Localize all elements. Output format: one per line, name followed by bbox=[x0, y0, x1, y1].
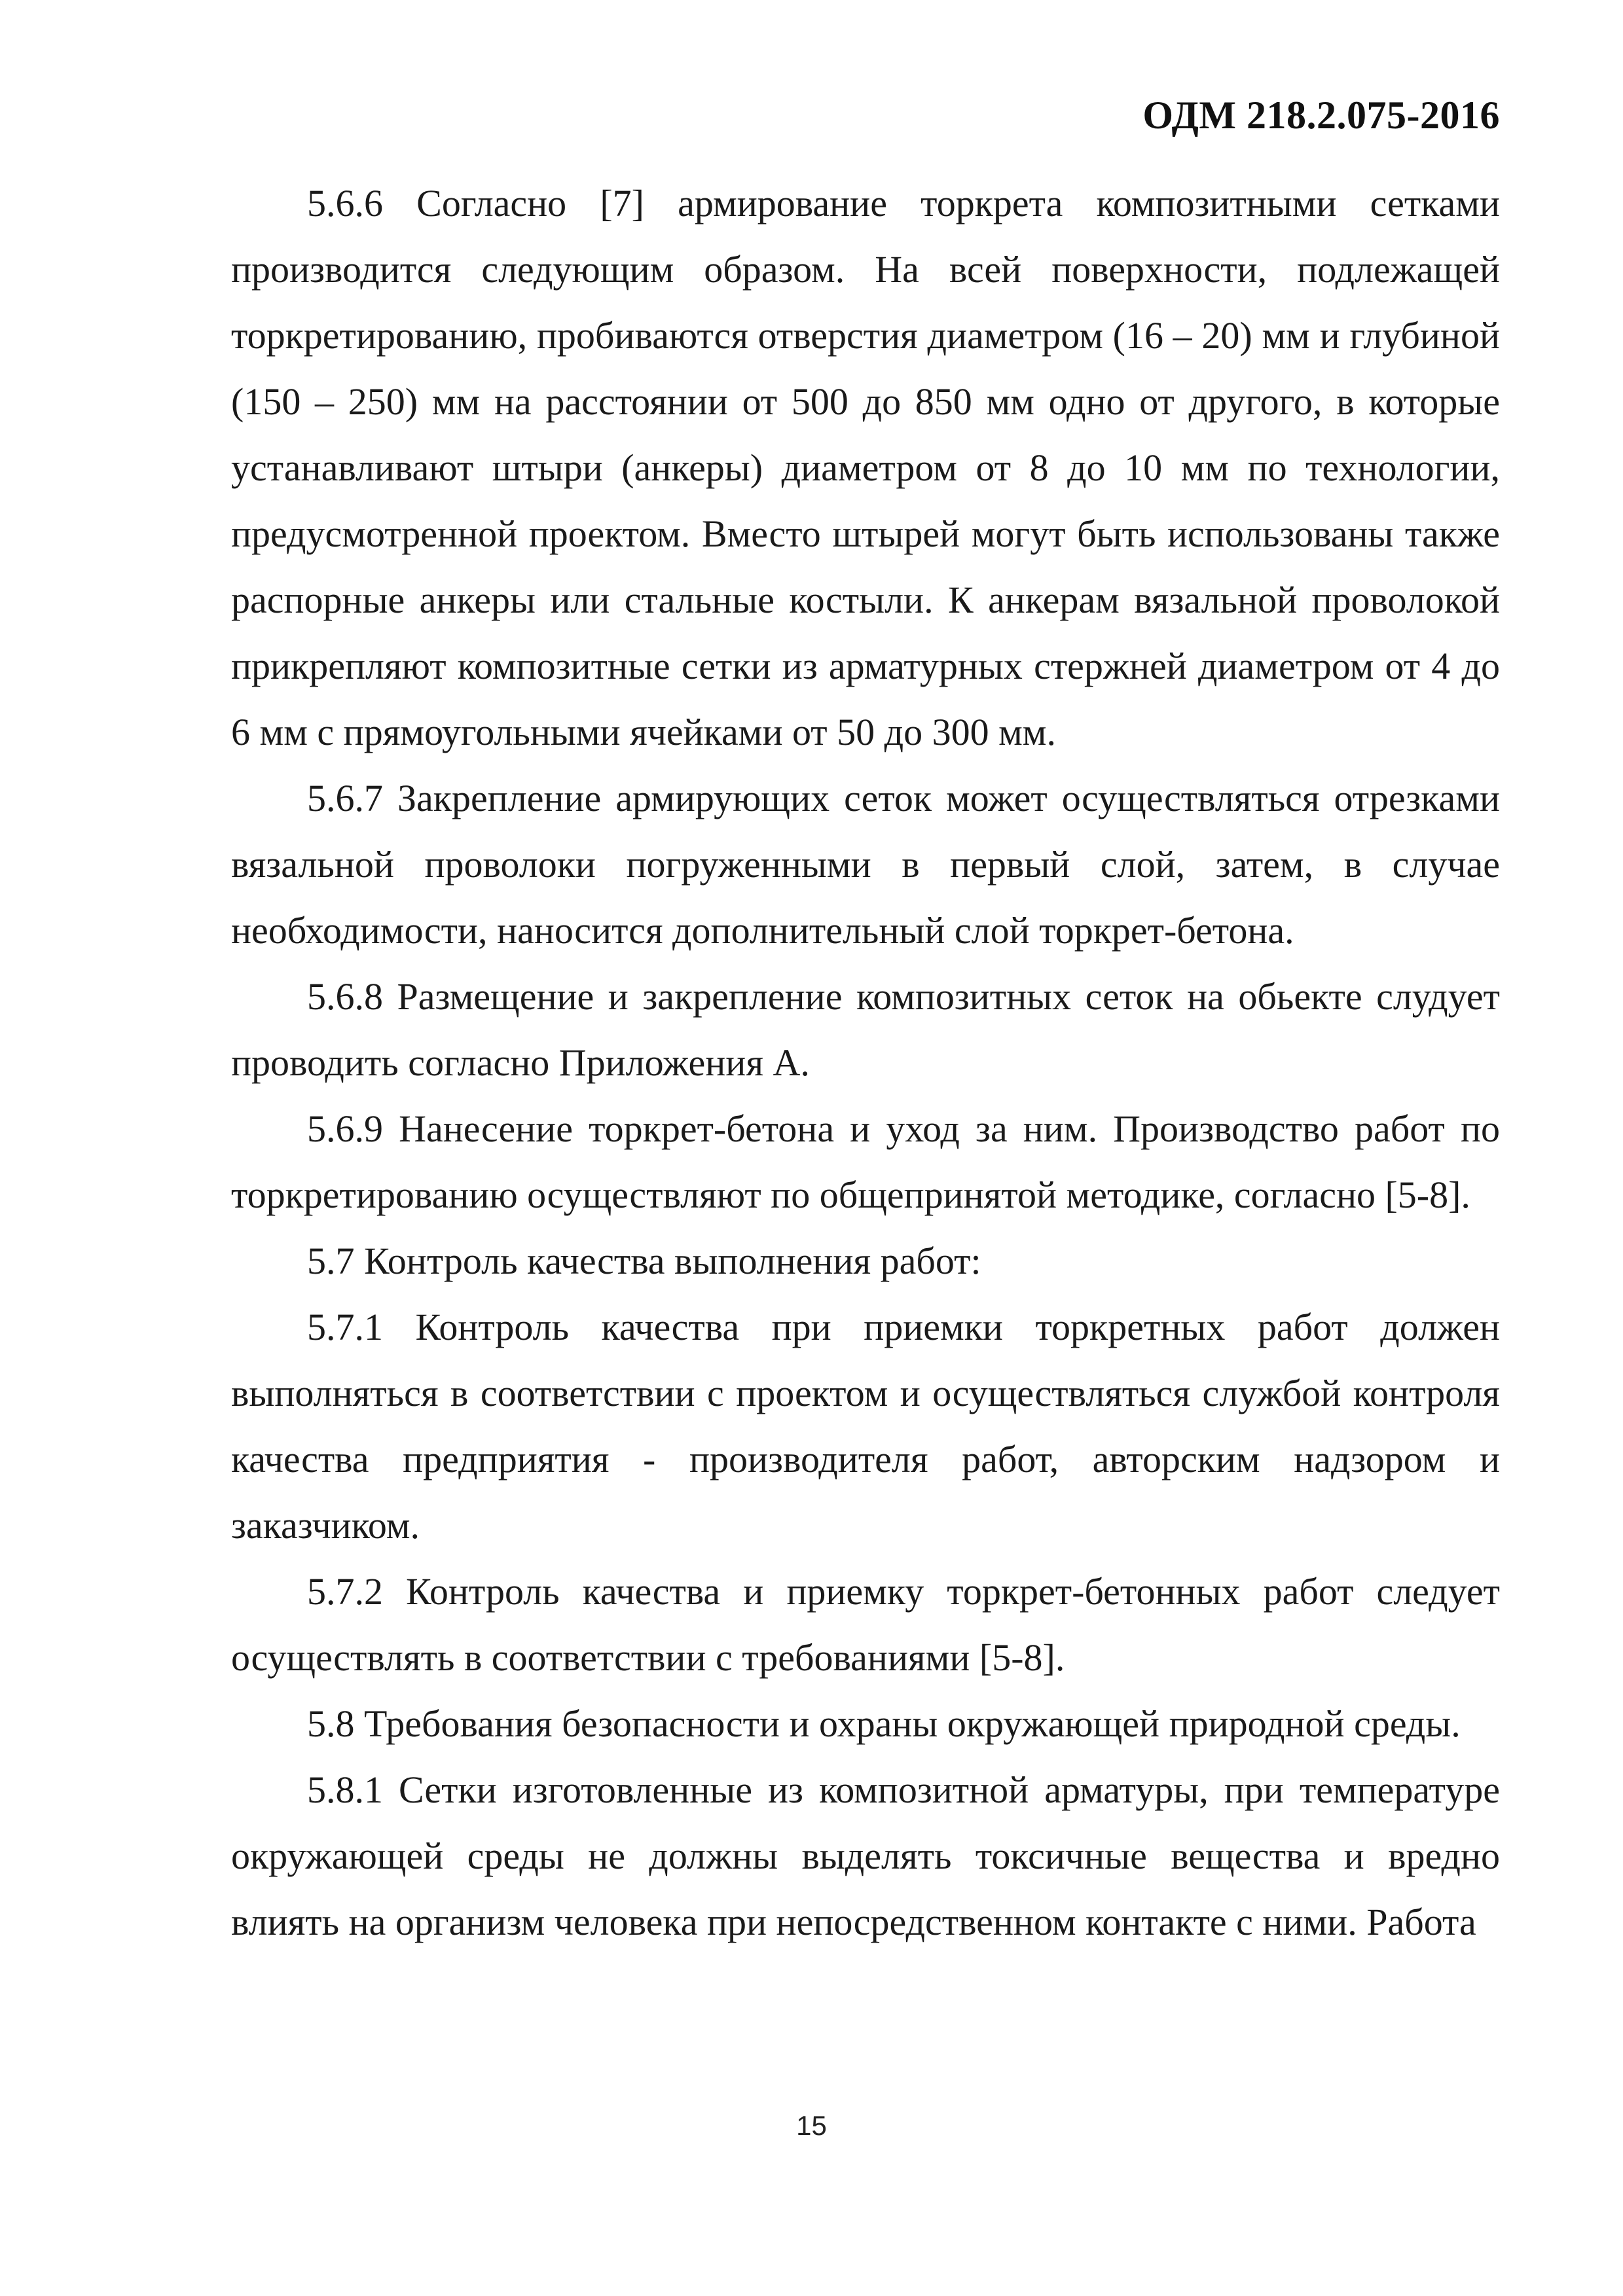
section-heading-5-8: 5.8 Требования безопасности и охраны окружающей природной среды. bbox=[307, 1702, 1461, 1745]
paragraph-5-6-7: 5.6.7 Закрепление армирующих сеток может осуществляться отрезками вязальной проволоки погруженными в первый слой, затем, в случае необходимости, наносится дополнительный слой торкрет-бетона. bbox=[231, 777, 1500, 952]
section-heading-5-7: 5.7 Контроль качества выполнения работ: bbox=[307, 1240, 981, 1282]
paragraph-5-7-2: 5.7.2 Контроль качества и приемку торкрет-бетонных работ следует осуществлять в соответствии с требованиями [5-8]. bbox=[231, 1570, 1500, 1679]
paragraph-5-6-8: 5.6.8 Размещение и закрепление композитных сеток на обьекте слудует проводить согласно Приложения А. bbox=[231, 975, 1500, 1084]
page-number: 15 bbox=[796, 2110, 827, 2141]
document-code-header: ОДМ 218.2.075-2016 bbox=[1142, 94, 1500, 137]
paragraph-5-8-1: 5.8.1 Сетки изготовленные из композитной арматуры, при температуре окружающей среды не должны выделять токсичные вещества и вредно влиять на организм человека при непосредственном контакте с ними. Работа bbox=[231, 1768, 1500, 1943]
paragraph-5-6-6: 5.6.6 Согласно [7] армирование торкрета композитными сетками производится следующим образом. На всей поверхности, подлежащей торкретированию, пробиваются отверстия диаметром (16 – 20) мм и глубиной (150 – 250) мм на расстоянии от 500 до 850 мм одно от другого, в которые устанавливают штыри (анкеры) диаметром от 8 до 10 мм по технологии, предусмотренной проектом. Вместо штырей могут быть использованы также распорные анкеры или стальные костыли. К анкерам вязальной проволокой прикрепляют композитные сетки из арматурных стержней диаметром от 4 до 6 мм с прямоугольными ячейками от 50 до 300 мм. bbox=[231, 182, 1500, 753]
paragraph-5-7-1: 5.7.1 Контроль качества при приемки торкретных работ должен выполняться в соответствии с проектом и осуществляться службой контроля качества предприятия - производителя работ, авторским надзором и заказчиком. bbox=[231, 1306, 1500, 1547]
paragraph-5-6-9: 5.6.9 Нанесение торкрет-бетона и уход за ним. Производство работ по торкретированию осуществляют по общепринятой методике, согласно [5-8]. bbox=[231, 1107, 1500, 1216]
body-text bbox=[231, 170, 1500, 1955]
